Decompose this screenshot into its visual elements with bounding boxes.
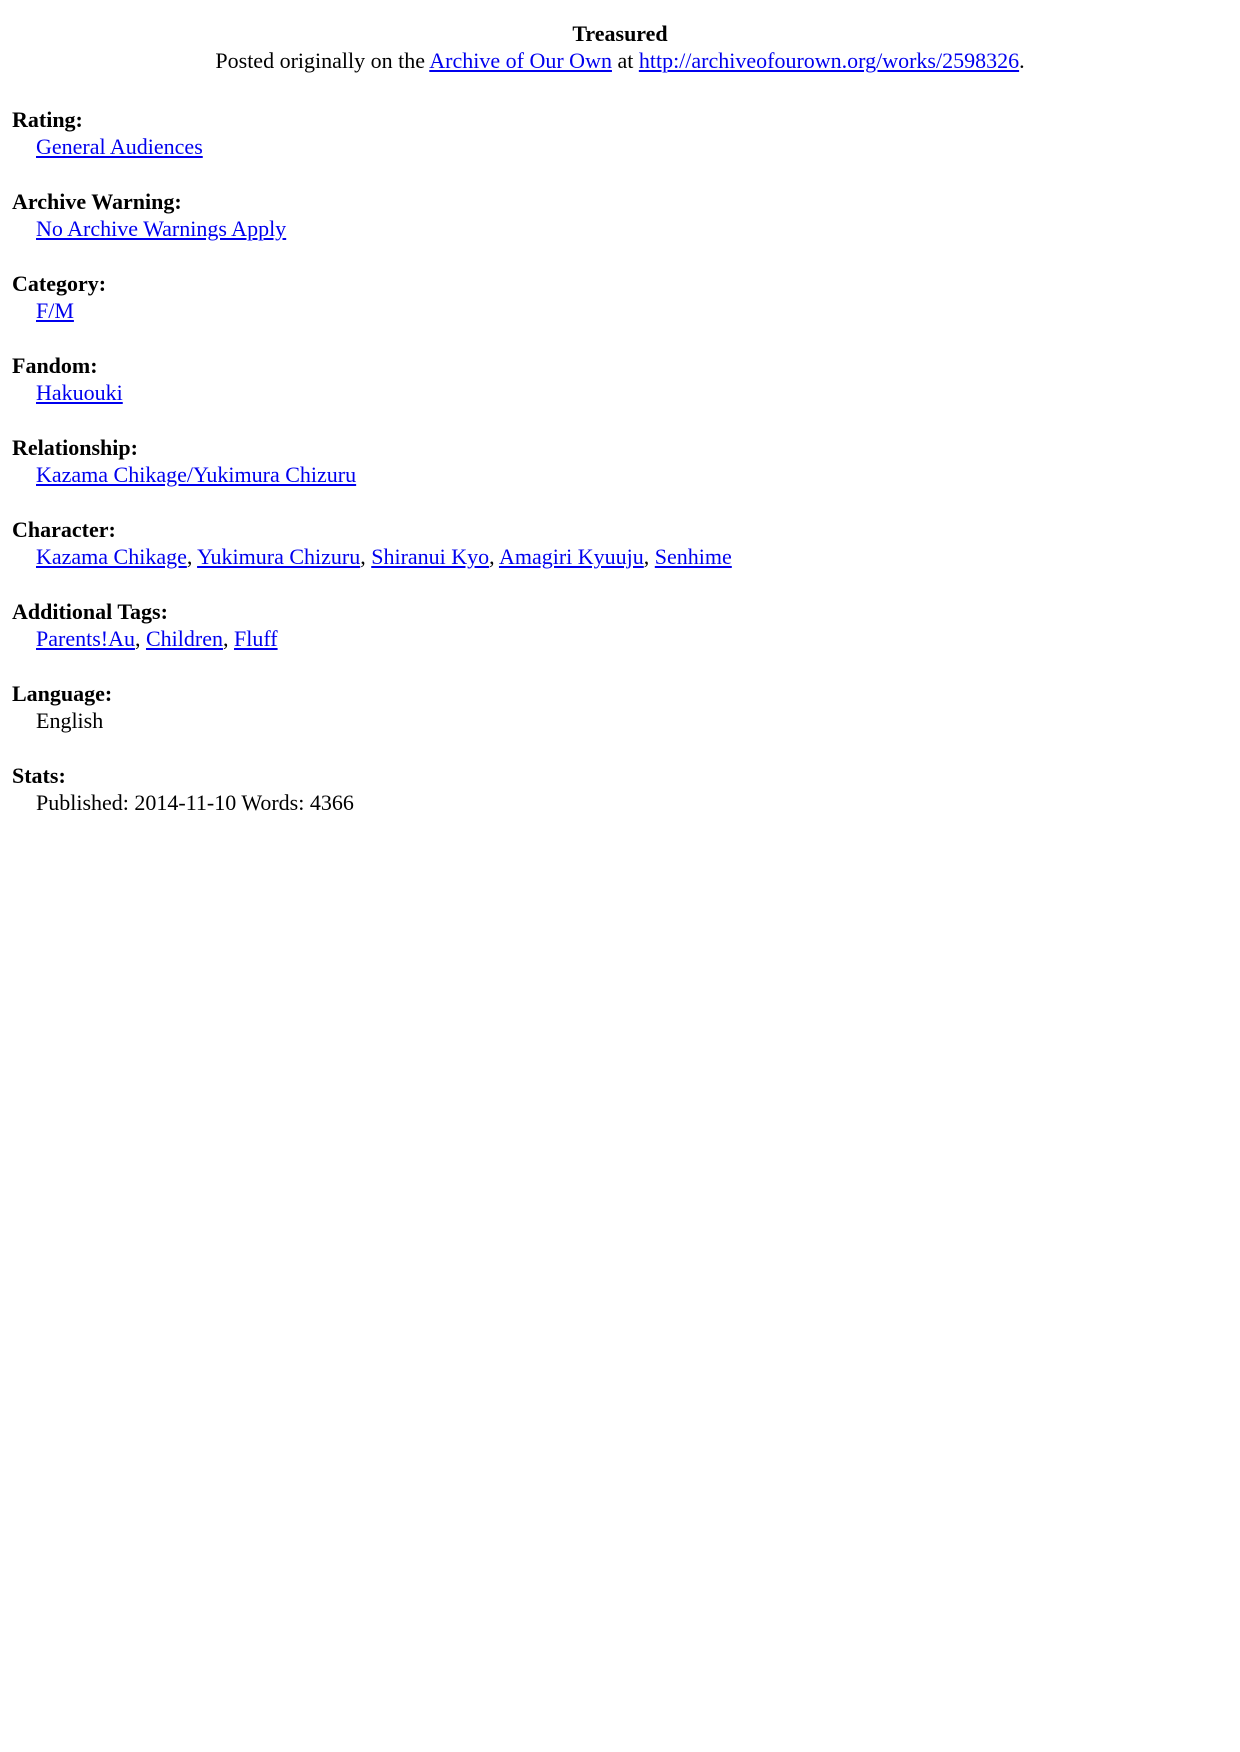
- meta-value-language: [36, 707, 1228, 734]
- meta-value-additional-tags: [36, 625, 1228, 652]
- meta-label-language: Language:: [12, 681, 113, 706]
- tag-link-character[interactable]: Shiranui Kyo: [371, 544, 490, 569]
- tag-link-category[interactable]: F/M: [36, 298, 74, 323]
- tag-separator: ,: [222, 626, 234, 651]
- tag-link-rating[interactable]: General Audiences: [36, 134, 203, 159]
- meta-value-category: [36, 297, 1228, 324]
- meta-label-archive-warning: Archive Warning:: [12, 189, 182, 214]
- tag-link-character[interactable]: Amagiri Kyuuju: [498, 544, 644, 569]
- tag-link-character[interactable]: Kazama Chikage: [36, 544, 187, 569]
- meta-value-fandom: [36, 379, 1228, 406]
- meta-text-language: English: [36, 708, 104, 733]
- tag-link-relationship[interactable]: Kazama Chikage/Yukimura Chizuru: [36, 462, 357, 487]
- meta-value-archive-warning: [36, 215, 1228, 242]
- tag-separator: ,: [360, 544, 372, 569]
- meta-value-relationship: [36, 461, 1228, 488]
- tag-separator: ,: [489, 544, 499, 569]
- tag-link-character[interactable]: Senhime: [654, 544, 732, 569]
- meta-label-fandom: Fandom:: [12, 353, 98, 378]
- period-text: .: [1019, 48, 1025, 73]
- meta-label-stats: Stats:: [12, 763, 66, 788]
- tag-separator: ,: [186, 544, 198, 569]
- meta-label-character: Character:: [12, 517, 116, 542]
- work-header: [12, 20, 1228, 74]
- posted-prefix-text: Posted originally on the: [215, 48, 430, 73]
- tag-link-additional-tags[interactable]: Children: [145, 626, 223, 651]
- tag-separator: ,: [134, 626, 146, 651]
- archive-of-our-own-link[interactable]: Archive of Our Own: [429, 48, 612, 73]
- work-preface-page: [0, 0, 1240, 816]
- meta-label-category: Category:: [12, 271, 107, 296]
- tag-link-character[interactable]: Yukimura Chizuru: [197, 544, 361, 569]
- meta-label-rating: Rating:: [12, 107, 83, 132]
- meta-value-character: [36, 543, 1228, 570]
- tag-link-additional-tags[interactable]: Parents!Au: [36, 626, 135, 651]
- tag-link-additional-tags[interactable]: Fluff: [233, 626, 278, 651]
- work-url-link[interactable]: http://archiveofourown.org/works/2598326: [638, 48, 1020, 73]
- tag-link-archive-warning[interactable]: No Archive Warnings Apply: [36, 216, 287, 241]
- meta-label-additional-tags: Additional Tags:: [12, 599, 168, 624]
- meta-text-stats: Published: 2014-11-10 Words: 4366: [36, 790, 354, 815]
- work-title: Treasured: [572, 21, 668, 46]
- meta-label-relationship: Relationship:: [12, 435, 138, 460]
- tag-separator: ,: [643, 544, 655, 569]
- at-text: at: [611, 48, 639, 73]
- posted-line: [12, 47, 1228, 74]
- meta-value-stats: [36, 789, 1228, 816]
- meta-value-rating: [36, 133, 1228, 160]
- tag-link-fandom[interactable]: Hakuouki: [36, 380, 123, 405]
- work-meta-list: [12, 106, 1228, 816]
